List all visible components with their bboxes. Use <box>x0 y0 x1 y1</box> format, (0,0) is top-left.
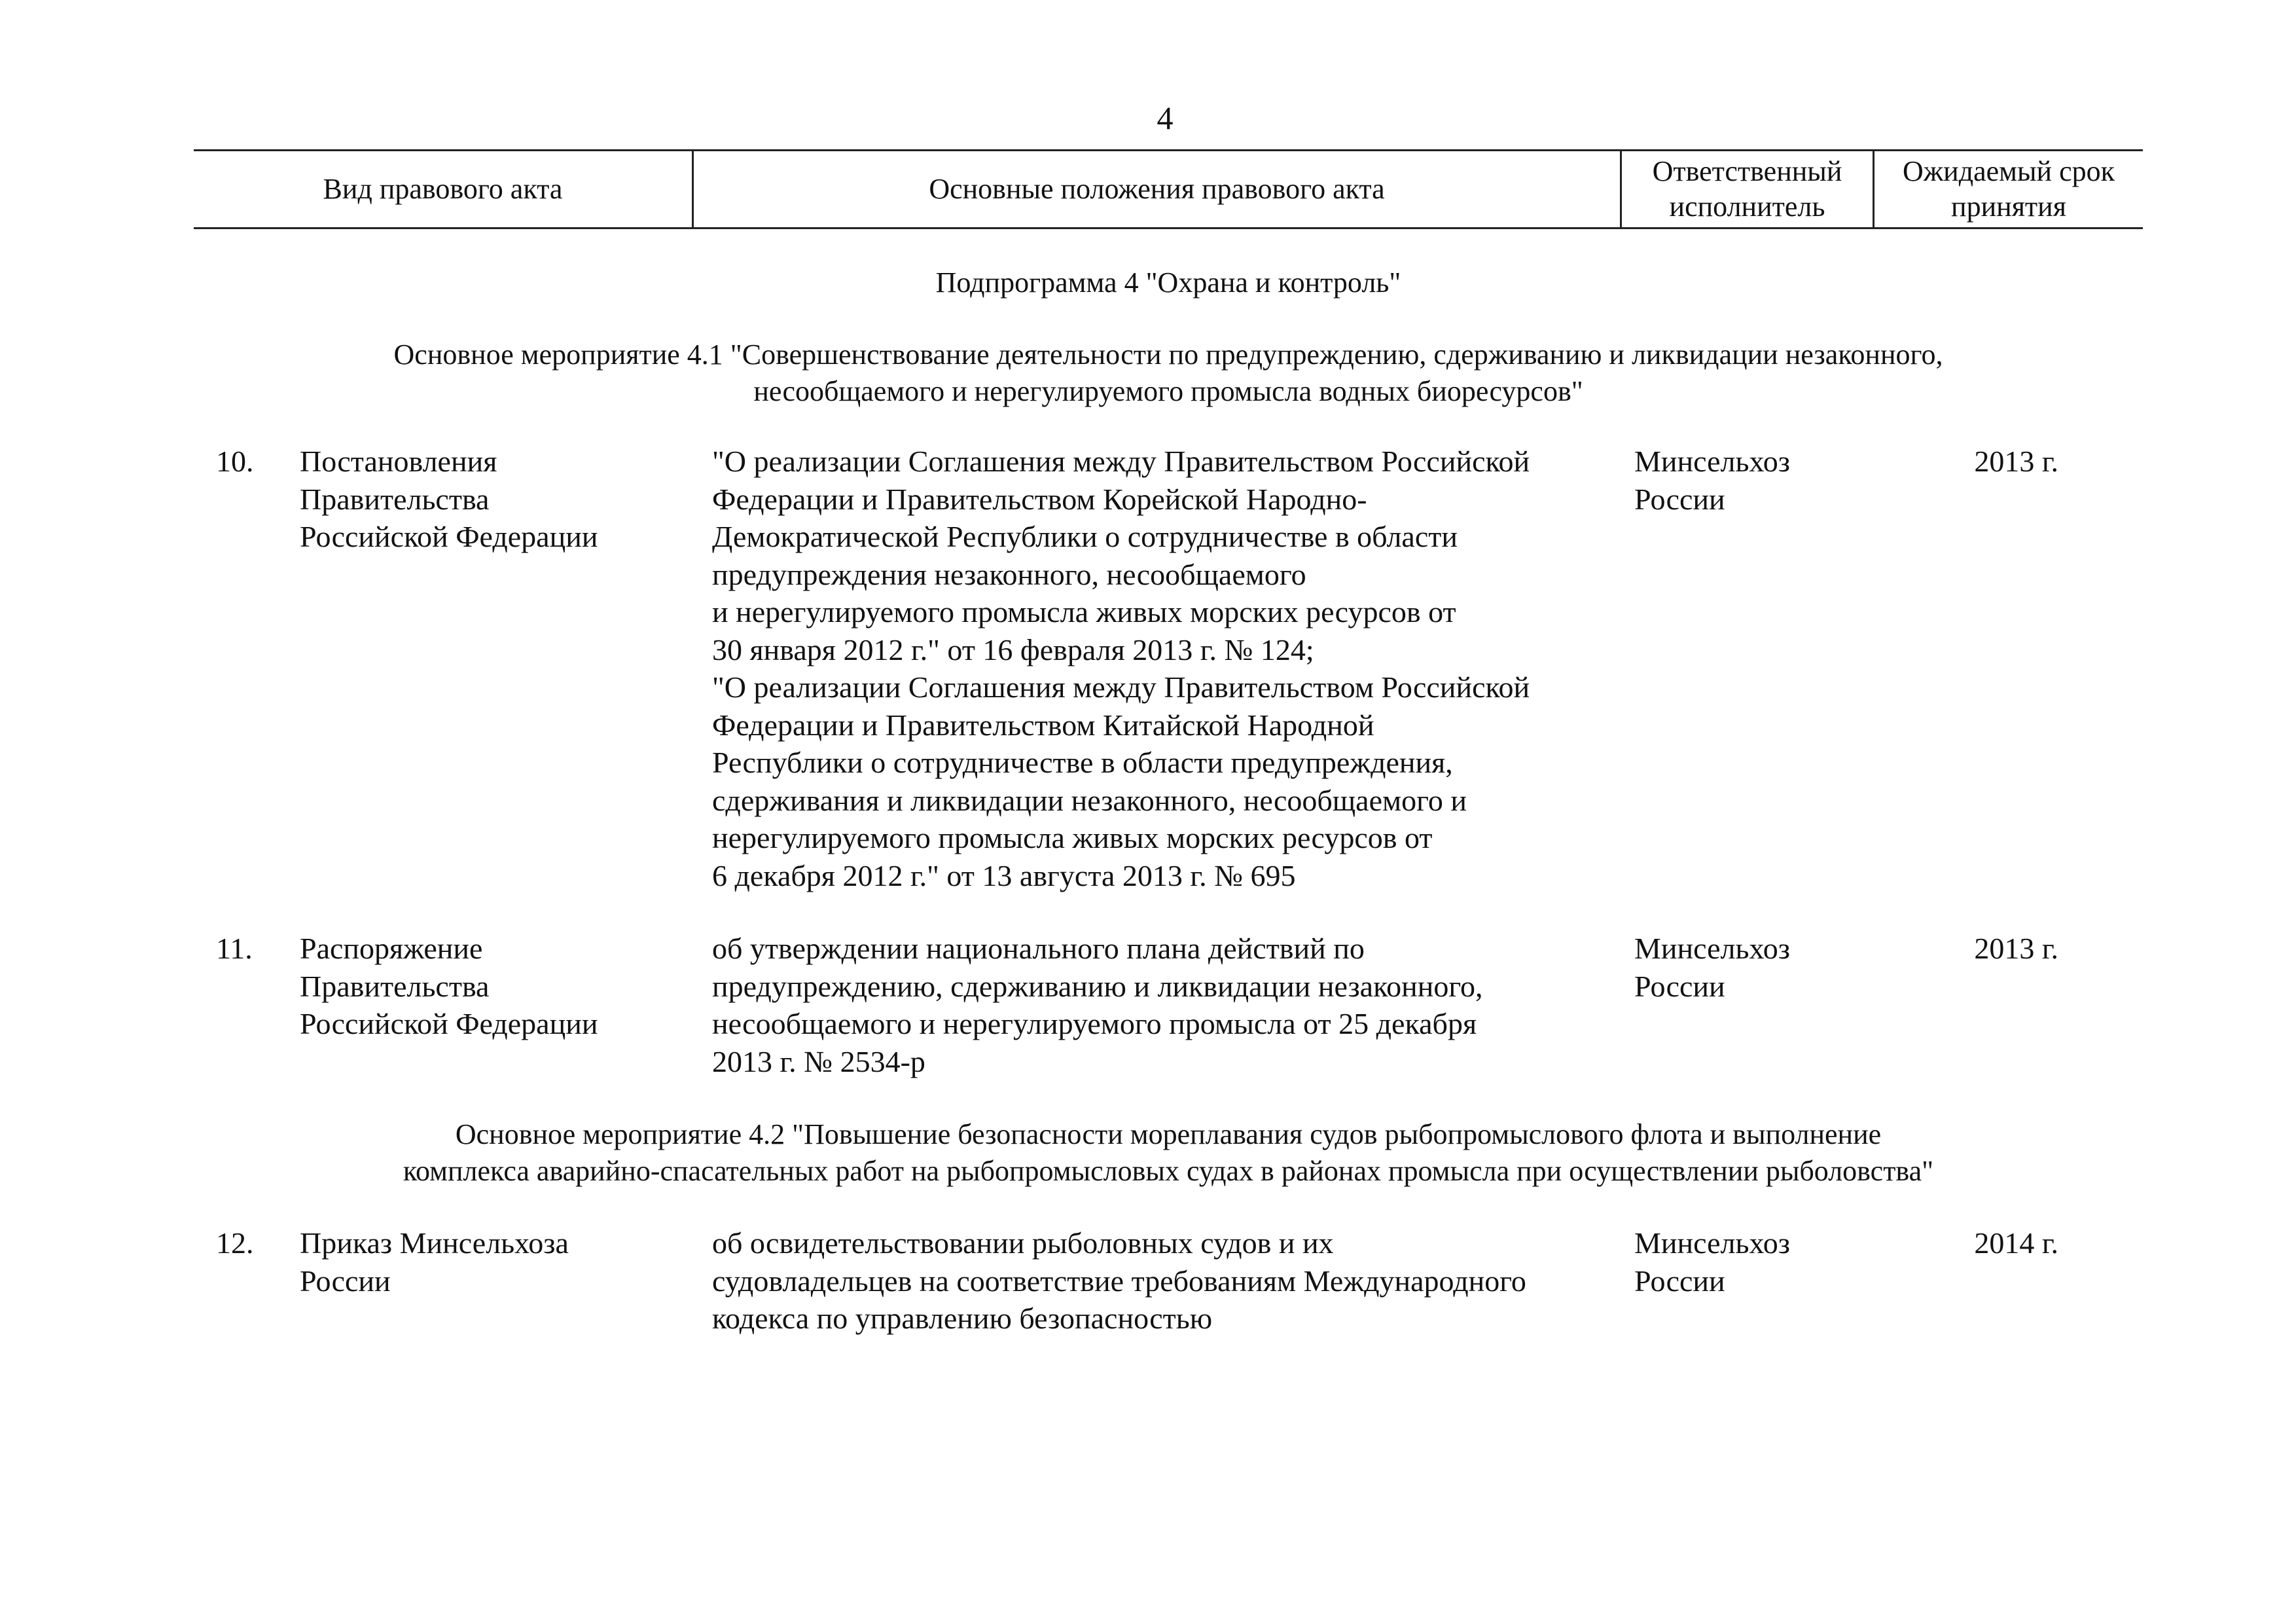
row-number: 12. <box>216 1226 254 1260</box>
row-term: 2014 г. <box>1974 1226 2058 1260</box>
activity-heading-4-2: Основное мероприятие 4.2 "Повышение безопасности мореплавания судов рыбопромыслового флота и выполнение комплекса аварийно-спасательных работ на рыбопромысловых судах в районах промысла при осуществлении рыболовства" <box>403 1118 1934 1187</box>
header-responsible: Ответственный исполнитель <box>1622 151 1874 227</box>
header-term: Ожидаемый срок принятия <box>1902 155 2115 223</box>
row-act-kind: Приказ Минсельхоза России <box>300 1226 569 1298</box>
page-number: 4 <box>1157 100 1174 136</box>
row-act-kind: Распоряжение Правительства Российской Федерации <box>300 932 598 1040</box>
row-description: об утверждении национального плана действий по предупреждению, сдерживанию и ликвидации незаконного, несообщаемого и нерегулируемого промысла от 25 декабря 2013 г. № 2534-р <box>712 932 1483 1078</box>
table-header <box>194 149 2143 229</box>
row-term: 2013 г. <box>1974 445 2058 478</box>
row-responsible: Минсельхоз России <box>1634 445 1790 516</box>
header-kind: Вид правового акта <box>194 151 694 227</box>
row-description: об освидетельствовании рыболовных судов и их судовладельцев на соответствие требованиям Международного кодекса по управлению безопасностью <box>712 1226 1526 1335</box>
activity-heading-4-1: Основное мероприятие 4.1 "Совершенствование деятельности по предупреждению, сдерживанию и ликвидации незаконного, несообщаемого и нерегулируемого промысла водных биоресурсов" <box>393 338 1943 407</box>
row-description: "О реализации Соглашения между Правительством Российской Федерации и Правительством Корейской Народно- Демократической Республики о сотрудничестве в области предупреждения незаконного, несообщаемого и нерегулируемого промысла живых морских ресурсов от 30 января 2012 г." от 16 февраля 2013 г. № 124; "О реализации Соглашения между Правительством Российской Федерации и Правительством Китайской Народной Республики о сотрудничестве в области предупреждения, сдерживания и ликвидации незаконного, несообщаемого и нерегулируемого промысла живых морских ресурсов от 6 декабря 2012 г." от 13 августа 2013 г. № 695 <box>712 445 1530 892</box>
row-number: 11. <box>216 932 253 965</box>
header-provisions: Основные положения правового акта <box>694 151 1622 227</box>
row-term: 2013 г. <box>1974 932 2058 965</box>
row-responsible: Минсельхоз России <box>1634 932 1790 1003</box>
row-number: 10. <box>216 445 254 478</box>
subprogram-title: Подпрограмма 4 "Охрана и контроль" <box>935 266 1401 299</box>
row-responsible: Минсельхоз России <box>1634 1226 1790 1298</box>
row-act-kind: Постановления Правительства Российской Федерации <box>300 445 598 553</box>
